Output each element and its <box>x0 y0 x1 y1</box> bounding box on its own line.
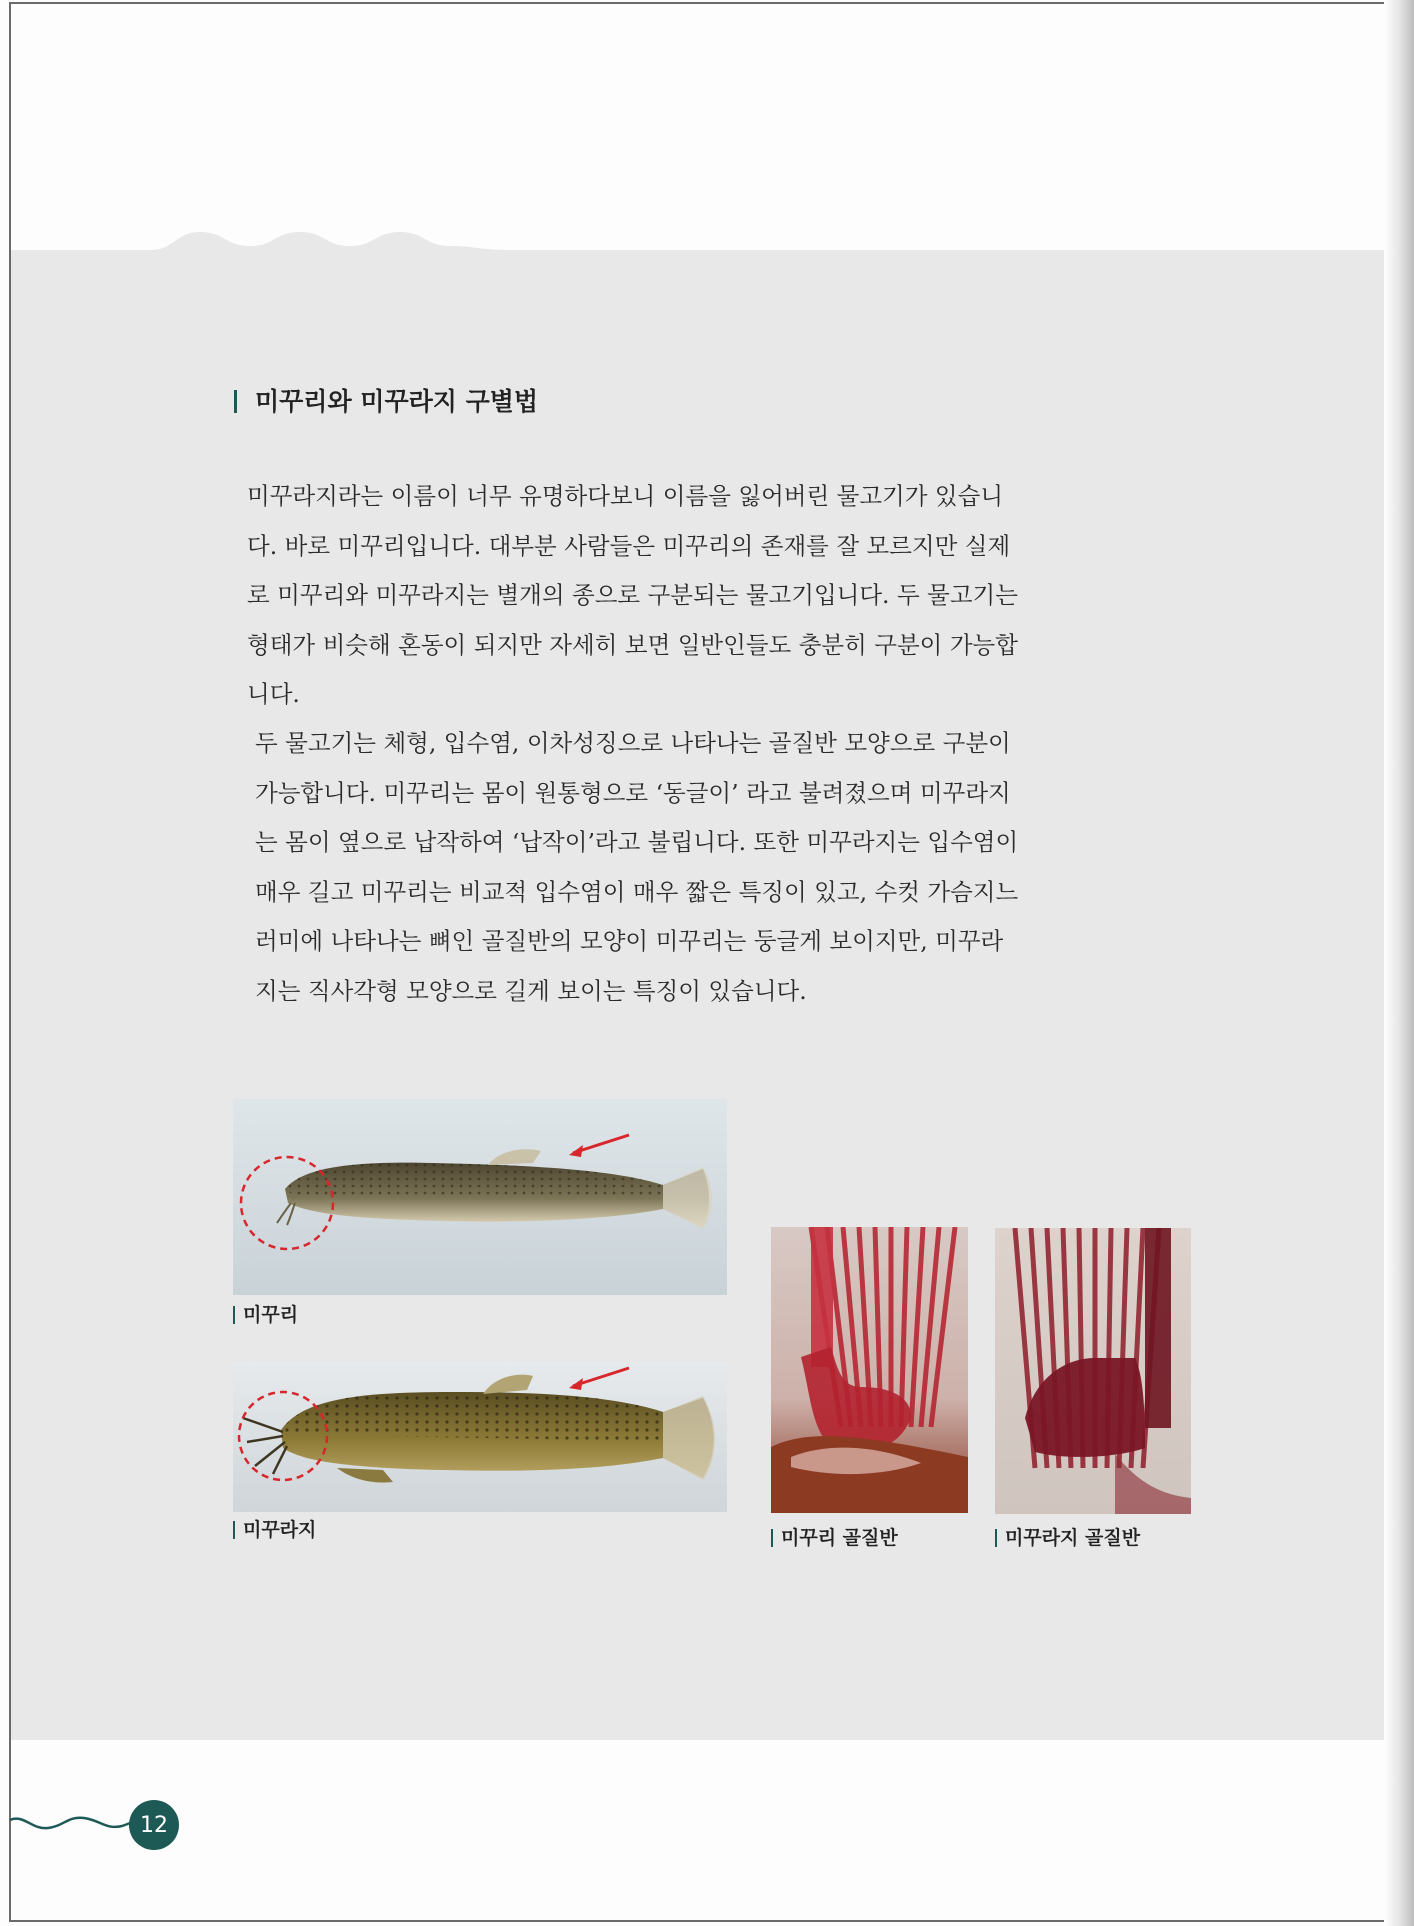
paragraph-differences <box>255 719 1018 1016</box>
caption-loach-bone-plate: 미꾸리 골질반 <box>771 1523 898 1550</box>
text-line: 가능합니다. 미꾸리는 몸이 원통형으로 ‘동글이’ 라고 불려졌으며 미꾸라지 <box>255 778 1011 807</box>
footer-wave-decoration <box>10 1806 138 1836</box>
text-line: 니다. <box>247 680 300 708</box>
spine-shadow <box>1384 0 1414 1926</box>
text-line: 두 물고기는 체형, 입수염, 이차성징으로 나타나는 골질반 모양으로 구분이 <box>255 729 1011 757</box>
loach-bone-plate-photo <box>771 1227 968 1513</box>
text-line: 지는 직사각형 모양으로 길게 보이는 특징이 있습니다. <box>255 976 807 1005</box>
section-title: 미꾸리와 미꾸라지 구별법 <box>234 382 538 418</box>
title-bar <box>234 390 237 413</box>
loach-photo <box>233 1099 727 1295</box>
caption-mudloach: 미꾸라지 <box>233 1515 316 1542</box>
caption-bar <box>771 1529 773 1547</box>
caption-bar <box>233 1306 235 1324</box>
mudloach-bone-plate-photo <box>995 1228 1191 1514</box>
text-line: 다. 바로 미꾸리입니다. 대부분 사람들은 미꾸리의 존재를 잘 모르지만 실제 <box>247 531 1011 560</box>
caption-bar <box>995 1529 997 1547</box>
text-line: 미꾸라지라는 이름이 너무 유명하다보니 이름을 잃어버린 물고기가 있습니 <box>247 482 1004 510</box>
page-number: 12 <box>129 1800 179 1850</box>
text-line: 는 몸이 옆으로 납작하여 ‘납작이’라고 불립니다. 또한 미꾸라지는 입수염이 <box>255 828 1019 856</box>
paragraph-intro <box>247 472 1018 720</box>
mudloach-photo <box>233 1362 727 1512</box>
caption-bar <box>233 1521 235 1539</box>
text-line: 형태가 비슷해 혼동이 되지만 자세히 보면 일반인들도 충분히 구분이 가능합 <box>247 630 1018 659</box>
caption-loach: 미꾸리 <box>233 1300 298 1327</box>
text-line: 러미에 나타나는 뼈인 골질반의 모양이 미꾸리는 둥글게 보이지만, 미꾸라 <box>255 927 1004 955</box>
text-line: 매우 길고 미꾸리는 비교적 입수염이 매우 짧은 특징이 있고, 수컷 가슴지느 <box>255 877 1019 906</box>
caption-mudloach-bone-plate: 미꾸라지 골질반 <box>995 1523 1140 1550</box>
text-line: 로 미꾸리와 미꾸라지는 별개의 종으로 구분되는 물고기입니다. 두 물고기는 <box>247 581 1018 609</box>
wave-decoration <box>150 226 510 256</box>
